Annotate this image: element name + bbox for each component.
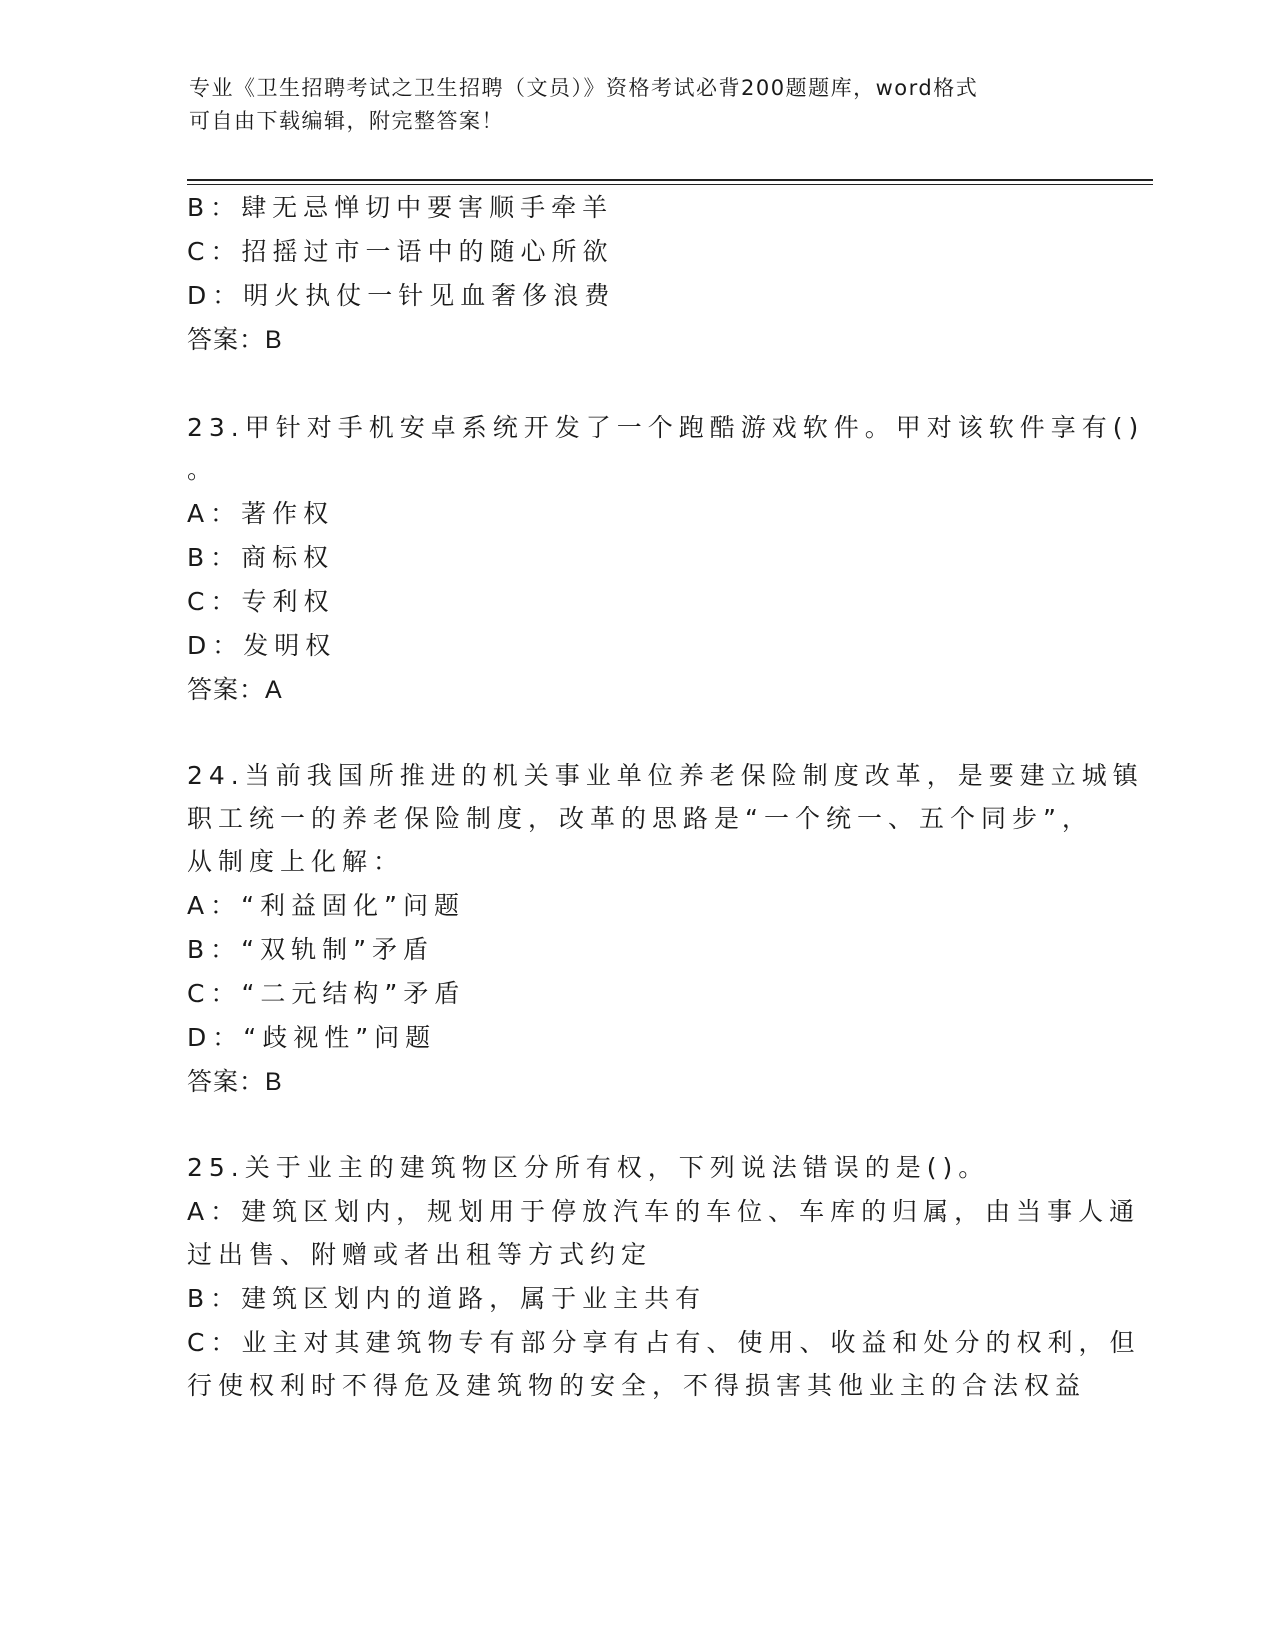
q23-stem-line-2: 。 xyxy=(187,455,219,484)
q23-answer: 答案：A xyxy=(187,676,283,704)
q24-stem-line-2: 职工统一的养老保险制度，改革的思路是“一个统一、五个同步”， xyxy=(187,804,1093,833)
q23-option-d: D：发明权 xyxy=(187,631,337,660)
header-line-2: 可自由下载编辑，附完整答案！ xyxy=(189,109,504,133)
q24-option-a: A：“利益固化”问题 xyxy=(187,891,466,920)
q24-option-b: B：“双轨制”矛盾 xyxy=(187,935,435,964)
q23-stem-line-1: 23.甲针对手机安卓系统开发了一个跑酷游戏软件。甲对该软件享有() xyxy=(187,413,1145,442)
document-header xyxy=(189,72,1079,138)
q25-stem-line-1: 25.关于业主的建筑物区分所有权，下列说法错误的是()。 xyxy=(187,1153,990,1182)
q22-option-c: C：招摇过市一语中的随心所欲 xyxy=(187,237,614,266)
q22-answer: 答案：B xyxy=(187,326,283,354)
q23-option-b: B：商标权 xyxy=(187,543,335,572)
q25-option-a-line-2: 过出售、附赠或者出租等方式约定 xyxy=(187,1240,653,1269)
q23-option-a: A：著作权 xyxy=(187,499,335,528)
q25-option-c-line-1: C：业主对其建筑物专有部分享有占有、使用、收益和处分的权利，但 xyxy=(187,1328,1141,1357)
q25-option-b: B：建筑区划内的道路，属于业主共有 xyxy=(187,1284,707,1313)
q25-option-c-line-2: 行使权利时不得危及建筑物的安全，不得损害其他业主的合法权益 xyxy=(187,1371,1087,1400)
q24-stem-line-1: 24.当前我国所推进的机关事业单位养老保险制度改革，是要建立城镇 xyxy=(187,761,1144,790)
q25-option-a-line-1: A：建筑区划内，规划用于停放汽车的车位、车库的归属，由当事人通 xyxy=(187,1197,1141,1226)
q24-stem-line-3: 从制度上化解： xyxy=(187,847,405,876)
q24-option-d: D：“歧视性”问题 xyxy=(187,1023,437,1052)
q23-option-c: C：专利权 xyxy=(187,587,335,616)
q24-option-c: C：“二元结构”矛盾 xyxy=(187,979,466,1008)
header-divider-thick xyxy=(187,179,1153,181)
q22-option-b: B：肆无忌惮切中要害顺手牵羊 xyxy=(187,193,614,222)
q22-option-d: D：明火执仗一针见血奢侈浪费 xyxy=(187,281,616,310)
q24-answer: 答案：B xyxy=(187,1068,283,1096)
header-divider-thin xyxy=(187,184,1153,185)
header-line-1: 专业《卫生招聘考试之卫生招聘（文员）》资格考试必背200题题库，word格式 xyxy=(189,76,979,100)
